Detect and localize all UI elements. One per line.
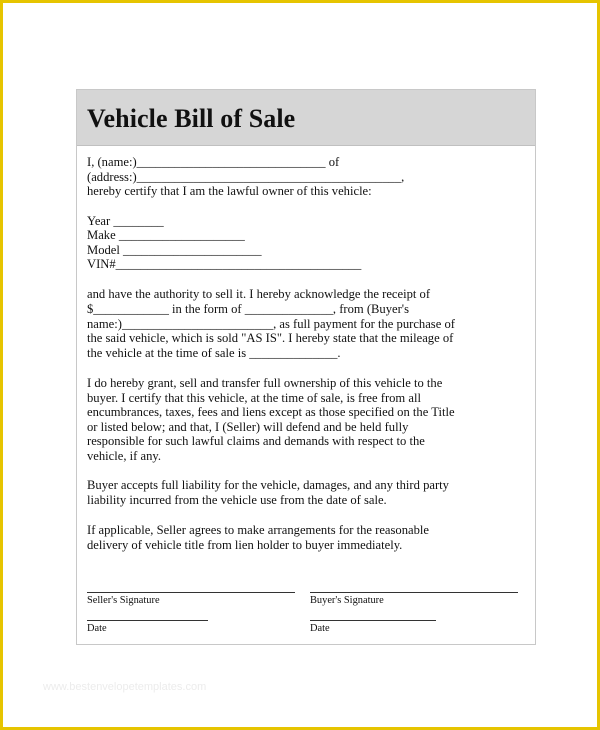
- buyer-date-label: Date: [310, 623, 330, 634]
- grant-paragraph-line: responsible for such lawful claims and demands with respect to the: [87, 434, 425, 448]
- document-title: Vehicle Bill of Sale: [87, 104, 296, 133]
- grant-paragraph-line: or listed below; and that, I (Seller) will defend and be held fully: [87, 420, 409, 434]
- intro-line: I, (name:)______________________________ of: [87, 155, 340, 169]
- title-bar: [77, 90, 535, 146]
- title-delivery-paragraph-line: If applicable, Seller agrees to make arrangements for the reasonable: [87, 523, 429, 537]
- receipt-paragraph-line: name:)________________________, as full payment for the purchase of: [87, 317, 455, 331]
- seller-signature-line: [87, 592, 295, 593]
- liability-paragraph-line: liability incurred from the vehicle use from the date of sale.: [87, 493, 387, 507]
- document-page: [76, 89, 536, 645]
- vehicle-vin-field: VIN#_______________________________________: [87, 257, 362, 271]
- intro-line: (address:)__________________________________________,: [87, 170, 405, 184]
- receipt-paragraph-line: the said vehicle, which is sold "AS IS". I hereby state that the mileage of: [87, 331, 454, 345]
- watermark: www.bestenvelopetemplates.com: [43, 681, 207, 693]
- grant-paragraph-line: buyer. I certify that this vehicle, at the time of sale, is free from all: [87, 391, 421, 405]
- buyer-signature-label: Buyer's Signature: [310, 595, 384, 606]
- vehicle-model-field: Model ______________________: [87, 243, 262, 257]
- seller-date-label: Date: [87, 623, 107, 634]
- grant-paragraph-line: encumbrances, taxes, fees and liens except as those specified on the Title: [87, 405, 455, 419]
- grant-paragraph-line: I do hereby grant, sell and transfer full ownership of this vehicle to the: [87, 376, 443, 390]
- title-delivery-paragraph-line: delivery of vehicle title from lien holder to buyer immediately.: [87, 538, 403, 552]
- intro-line: hereby certify that I am the lawful owner of this vehicle:: [87, 184, 372, 198]
- receipt-paragraph-line: $____________ in the form of ______________, from (Buyer's: [87, 302, 409, 316]
- seller-date-line: [87, 620, 208, 621]
- vehicle-year-field: Year ________: [87, 214, 164, 228]
- grant-paragraph-line: vehicle, if any.: [87, 449, 162, 463]
- receipt-paragraph-line: the vehicle at the time of sale is ______________.: [87, 346, 341, 360]
- vehicle-make-field: Make ____________________: [87, 228, 245, 242]
- buyer-signature-line: [310, 592, 518, 593]
- seller-signature-label: Seller's Signature: [87, 595, 160, 606]
- liability-paragraph-line: Buyer accepts full liability for the vehicle, damages, and any third party: [87, 478, 449, 492]
- receipt-paragraph-line: and have the authority to sell it. I hereby acknowledge the receipt of: [87, 287, 431, 301]
- buyer-date-line: [310, 620, 436, 621]
